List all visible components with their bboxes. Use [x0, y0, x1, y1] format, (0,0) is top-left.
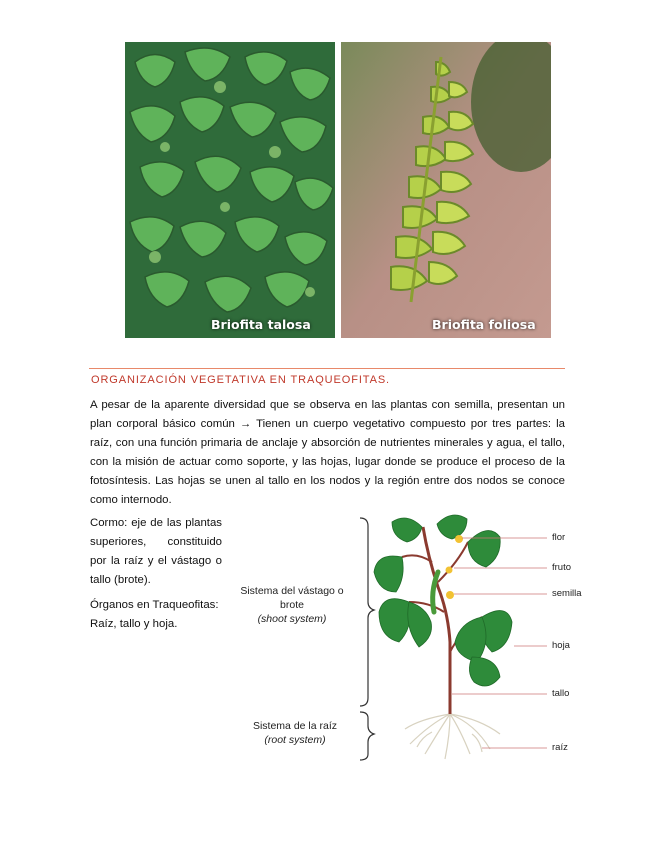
section-heading: ORGANIZACIÓN VEGETATIVA EN TRAQUEOFITAS.	[91, 374, 391, 386]
photo-caption: Briofita talosa	[211, 317, 311, 332]
part-label-flor: flor	[552, 532, 566, 543]
organs-list: Órganos en Traqueofitas: Raíz, tallo y hoja.	[90, 599, 219, 630]
plant-diagram	[232, 512, 592, 772]
part-label-raiz: raíz	[552, 742, 568, 753]
root-system-label: Sistema de la raíz (root system)	[252, 720, 338, 746]
leafy-bryophyte-photo	[341, 42, 551, 338]
part-label-semilla: semilla	[552, 588, 582, 599]
intro-paragraph: A pesar de la aparente diversidad que se observa en las plantas con semilla, presentan un plan corporal básico común → Tienen un cuerpo vegetativo compuesto por tres partes: la raíz, con una función primaria de anclaje y absorción de nutrientes minerales y agua, el tallo, con la misión de actuar como soporte, y las hojas, lugar donde se produce el proceso de la fotosíntesis. Las hojas se unen al tallo en los nodos y la región entre dos nodos se conoce como internodo.	[90, 399, 565, 506]
part-label-fruto: fruto	[552, 562, 572, 573]
photo-caption: Briofita foliosa	[432, 317, 536, 332]
part-label-tallo: tallo	[552, 688, 570, 699]
shoot-system-label: Sistema del vástago o brote (shoot system)	[240, 585, 344, 625]
section-divider	[89, 368, 565, 369]
thallose-bryophyte-photo	[125, 42, 335, 338]
cormo-definition: Cormo: eje de las plantas superiores, constituido por la raíz y el vástago o tallo (brote).	[90, 517, 222, 586]
part-label-hoja: hoja	[552, 640, 570, 651]
